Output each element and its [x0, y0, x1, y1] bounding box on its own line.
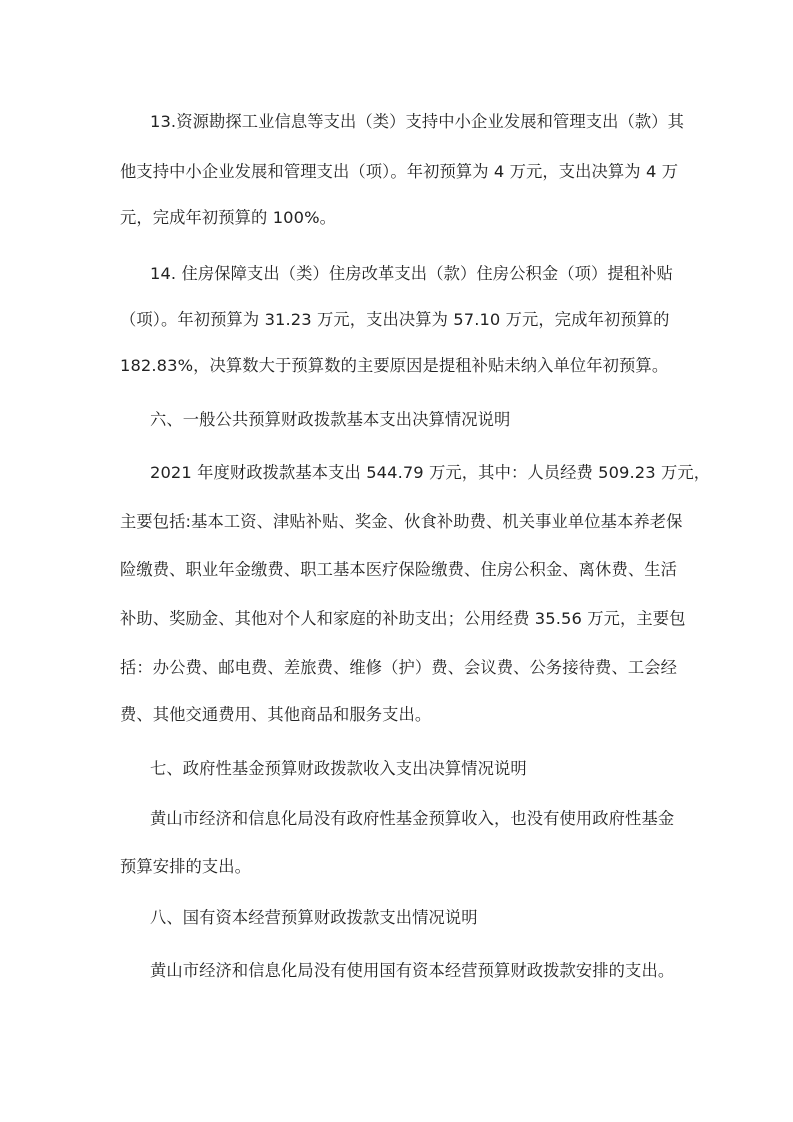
section-6-body-line-2: 主要包括:基本工资、津贴补贴、奖金、伙食补助费、机关事业单位基本养老保 — [120, 512, 683, 531]
section-7-body-line-2: 预算安排的支出。 — [120, 857, 252, 876]
section-6-heading: 六、一般公共预算财政拨款基本支出决算情况说明 — [150, 410, 511, 429]
para-14-line-2: （项）。年初预算为 31.23 万元，支出决算为 57.10 万元，完成年初预算的 — [120, 310, 670, 329]
para-14-line-3: 182.83%，决算数大于预算数的主要原因是提租补贴未纳入单位年初预算。 — [120, 356, 669, 375]
para-13-line-2: 他支持中小企业发展和管理支出（项）。年初预算为 4 万元，支出决算为 4 万 — [120, 162, 679, 181]
para-13-line-1: 13.资源勘探工业信息等支出（类）支持中小企业发展和管理支出（款）其 — [150, 112, 685, 131]
section-8-body-line-1: 黄山市经济和信息化局没有使用国有资本经营预算财政拨款安排的支出。 — [150, 961, 675, 980]
section-6-body-line-6: 费、其他交通费用、其他商品和服务支出。 — [120, 705, 432, 724]
section-7-body-line-1: 黄山市经济和信息化局没有政府性基金预算收入，也没有使用政府性基金 — [150, 809, 675, 828]
para-13-line-3: 元，完成年初预算的 100%。 — [120, 208, 337, 227]
section-6-body-line-3: 险缴费、职业年金缴费、职工基本医疗保险缴费、住房公积金、离休费、生活 — [120, 560, 677, 579]
section-6-body-line-4: 补助、奖励金、其他对个人和家庭的补助支出；公用经费 35.56 万元，主要包 — [120, 609, 686, 628]
section-8-heading: 八、国有资本经营预算财政拨款支出情况说明 — [150, 908, 478, 927]
section-7-heading: 七、政府性基金预算财政拨款收入支出决算情况说明 — [150, 759, 527, 778]
section-6-body-line-1: 2021 年度财政拨款基本支出 544.79 万元，其中：人员经费 509.23 万元， — [150, 463, 711, 482]
para-14-line-1: 14. 住房保障支出（类）住房改革支出（款）住房公积金（项）提租补贴 — [150, 264, 673, 283]
section-6-body-line-5: 括：办公费、邮电费、差旅费、维修（护）费、会议费、公务接待费、工会经 — [120, 658, 677, 677]
